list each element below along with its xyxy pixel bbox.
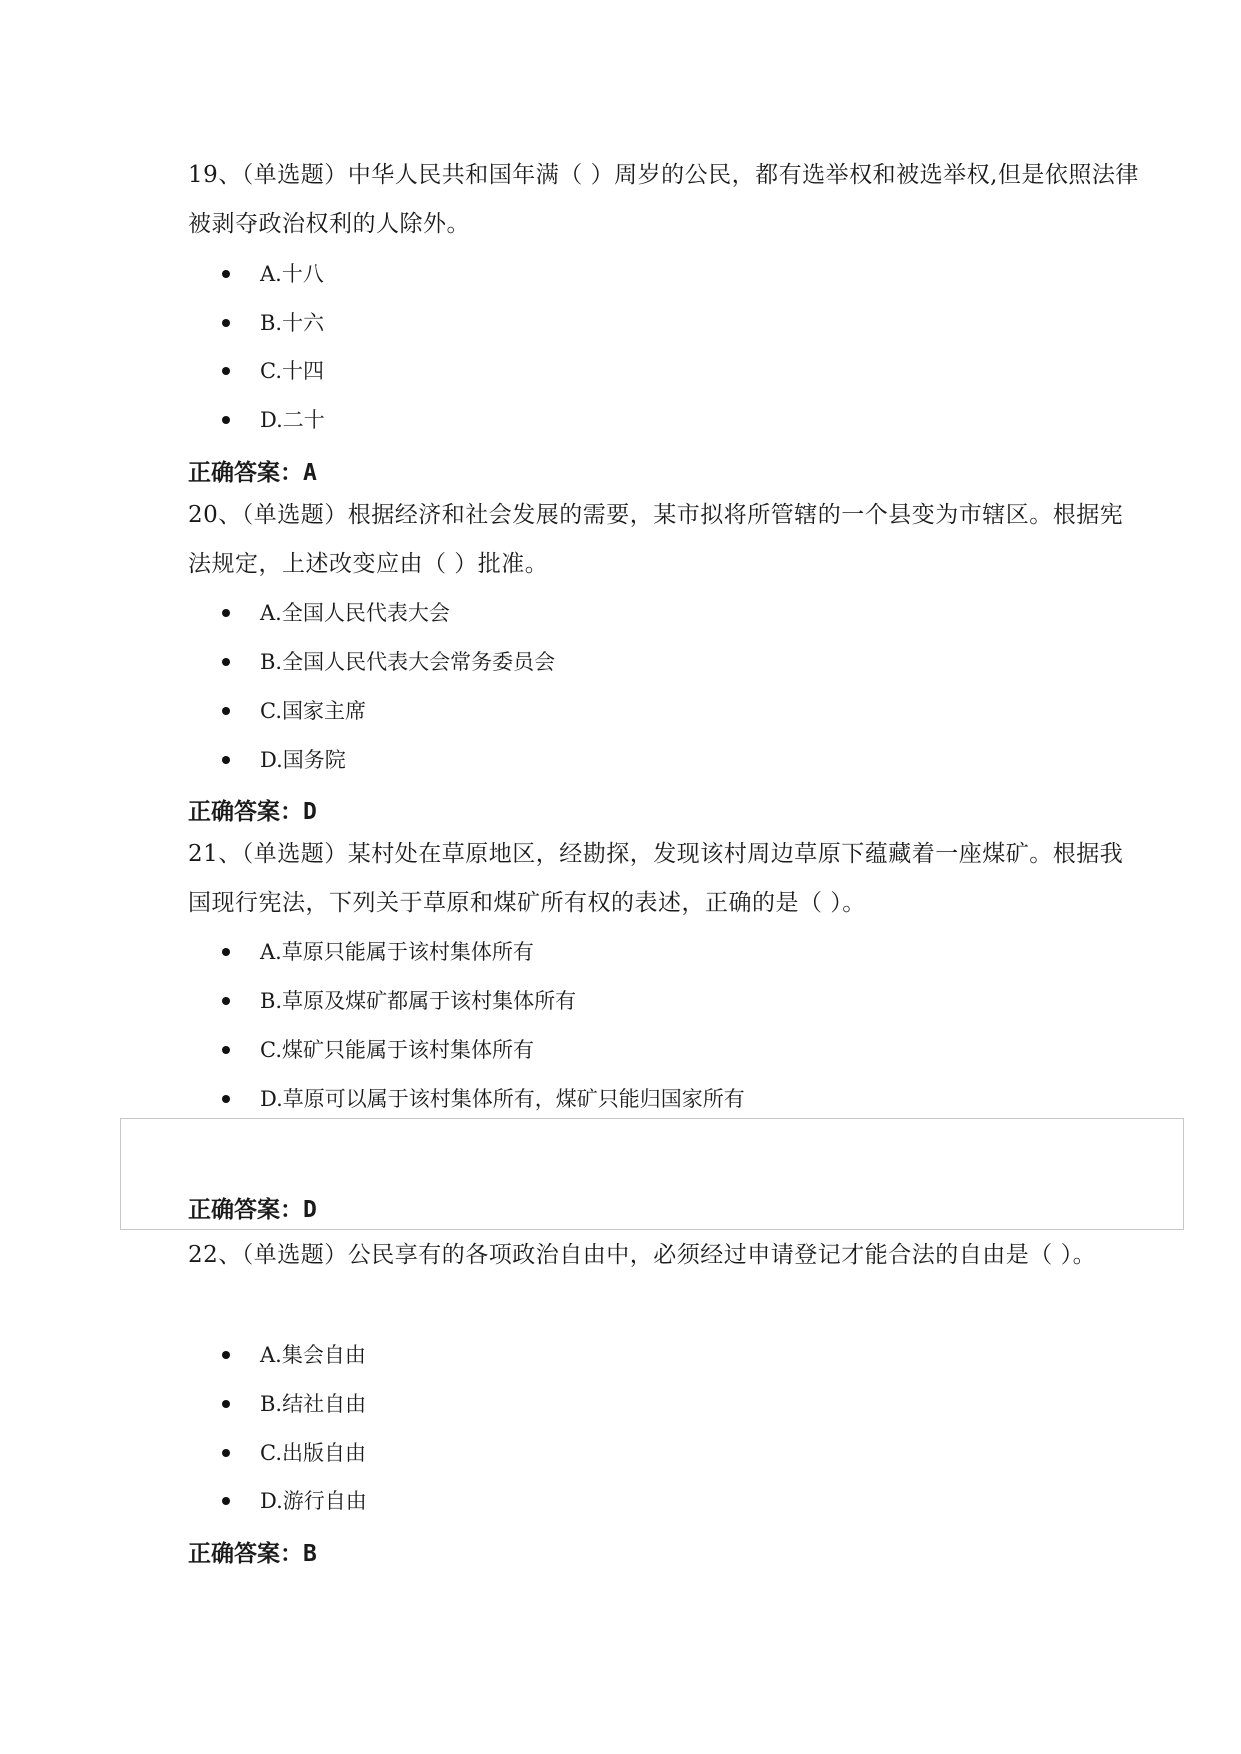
question-19-option-d xyxy=(222,405,325,435)
question-21-text: 21、（单选题）某村处在草原地区，经勘探，发现该村周边草原下蕴藏着一座煤矿。根据我国现行宪法，下列关于草原和煤矿所有权的表述，正确的是（ ）。 xyxy=(188,841,1124,916)
bullet-icon xyxy=(222,270,230,278)
bullet-icon xyxy=(222,1400,230,1408)
bullet-icon xyxy=(222,416,230,424)
question-21-option-c xyxy=(222,1035,534,1065)
bullet-icon xyxy=(222,367,230,375)
question-21-option-b xyxy=(222,986,576,1016)
question-20-answer xyxy=(188,793,317,826)
option-label: D.草原可以属于该村集体所有，煤矿只能归国家所有 xyxy=(260,1087,745,1111)
answer-value: D xyxy=(303,1197,317,1223)
option-label: D.游行自由 xyxy=(260,1489,367,1513)
bullet-icon xyxy=(222,1449,230,1457)
option-label: A.集会自由 xyxy=(260,1343,366,1367)
option-label: B.草原及煤矿都属于该村集体所有 xyxy=(260,989,577,1013)
question-21-answer xyxy=(188,1191,317,1224)
answer-value: B xyxy=(303,1541,317,1567)
question-20-option-b xyxy=(222,647,555,677)
option-label: C.国家主席 xyxy=(260,699,366,723)
option-label: B.全国人民代表大会常务委员会 xyxy=(260,650,556,674)
bullet-icon xyxy=(222,1351,230,1359)
question-22-answer xyxy=(188,1535,317,1568)
question-22-text: 22、（单选题）公民享有的各项政治自由中，必须经过申请登记才能合法的自由是（ ）。 xyxy=(188,1242,1097,1268)
question-19-option-c xyxy=(222,356,324,386)
question-19-option-a xyxy=(222,259,324,289)
question-22-option-d xyxy=(222,1486,367,1516)
bullet-icon xyxy=(222,756,230,764)
option-label: B.结社自由 xyxy=(260,1392,367,1416)
answer-value: D xyxy=(303,799,317,825)
option-label: A.十八 xyxy=(260,262,324,286)
bullet-icon xyxy=(222,707,230,715)
bullet-icon xyxy=(222,1497,230,1505)
bullet-icon xyxy=(222,948,230,956)
question-19-option-b xyxy=(222,308,324,338)
question-22-option-b xyxy=(222,1389,366,1419)
bullet-icon xyxy=(222,997,230,1005)
question-20-text: 20、（单选题）根据经济和社会发展的需要，某市拟将所管辖的一个县变为市辖区。根据宪法规定，上述改变应由（ ）批准。 xyxy=(188,502,1124,577)
question-22-option-a xyxy=(222,1340,366,1370)
question-20-option-a xyxy=(222,598,450,628)
answer-label: 正确答案： xyxy=(188,799,303,825)
bullet-icon xyxy=(222,609,230,617)
bullet-icon xyxy=(222,319,230,327)
question-22-option-c xyxy=(222,1438,366,1468)
option-label: C.出版自由 xyxy=(260,1441,366,1465)
bullet-icon xyxy=(222,1046,230,1054)
answer-label: 正确答案： xyxy=(188,1197,303,1223)
answer-value: A xyxy=(303,460,317,486)
question-19-answer xyxy=(188,454,317,487)
question-19-text: 19、（单选题）中华人民共和国年满（ ）周岁的公民，都有选举权和被选举权,但是依照法律被剥夺政治权利的人除外。 xyxy=(188,162,1139,237)
bullet-icon xyxy=(222,1095,230,1103)
bullet-icon xyxy=(222,658,230,666)
question-20-option-c xyxy=(222,696,366,726)
option-label: A.草原只能属于该村集体所有 xyxy=(260,940,534,964)
question-21-option-a xyxy=(222,937,534,967)
option-label: C.煤矿只能属于该村集体所有 xyxy=(260,1038,534,1062)
option-label: A.全国人民代表大会 xyxy=(260,601,450,625)
answer-label: 正确答案： xyxy=(188,1541,303,1567)
option-label: D.国务院 xyxy=(260,748,346,772)
question-20-option-d xyxy=(222,745,346,775)
option-label: D.二十 xyxy=(260,408,325,432)
question-21-option-d xyxy=(222,1084,745,1114)
option-label: C.十四 xyxy=(260,359,324,383)
option-label: B.十六 xyxy=(260,311,325,335)
answer-label: 正确答案： xyxy=(188,460,303,486)
